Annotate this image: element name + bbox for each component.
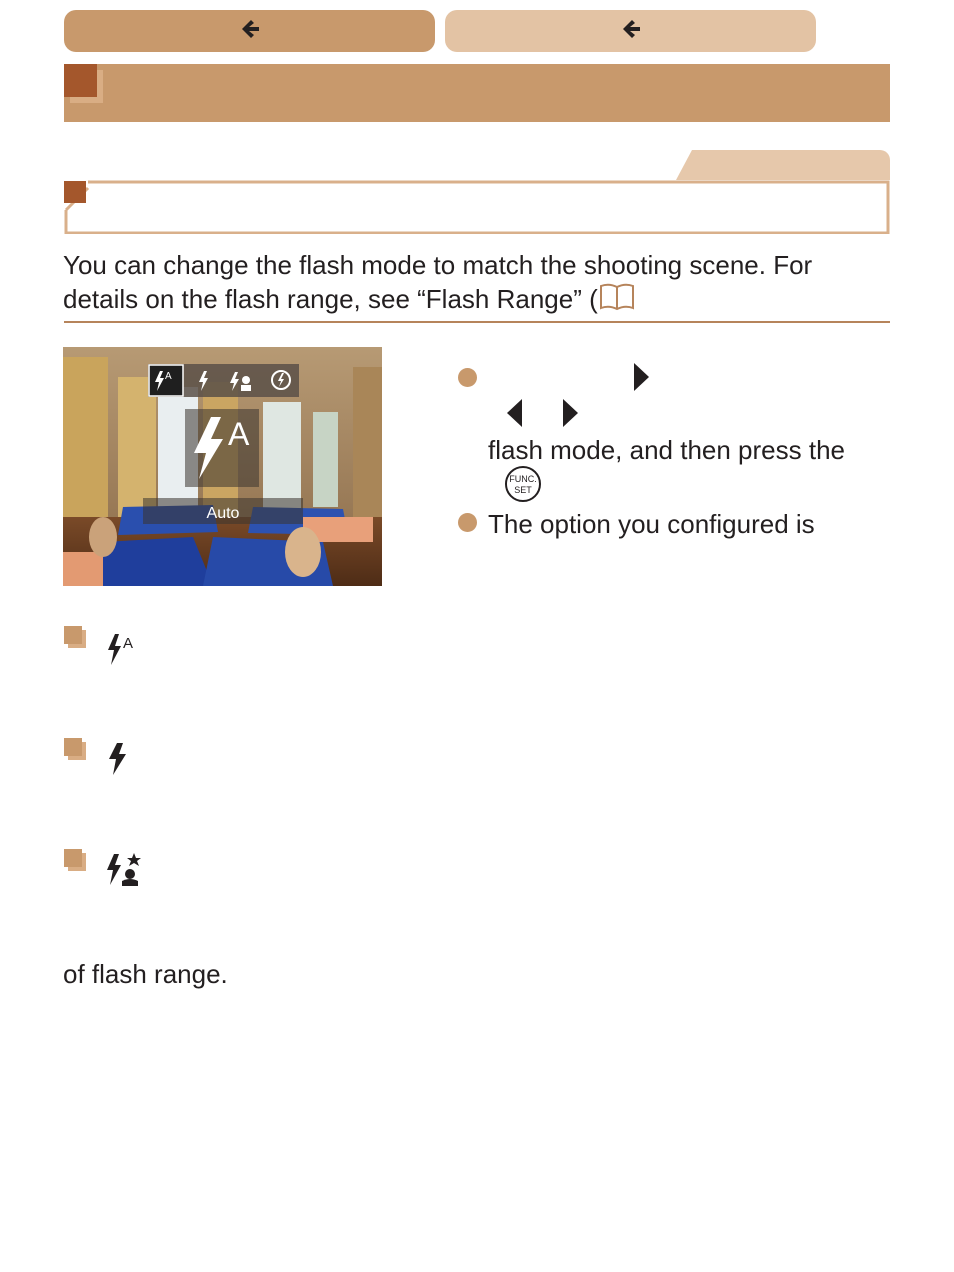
nav-back-button[interactable] (445, 10, 816, 52)
flash-on-icon (106, 742, 134, 781)
nav-previous-page-button[interactable] (64, 10, 435, 52)
svg-text:SET: SET (514, 485, 532, 495)
section-marker (64, 181, 86, 203)
step-1-text: flash mode, and then press the (488, 435, 846, 465)
section-heading-frame (64, 180, 890, 234)
intro-divider (64, 321, 890, 323)
left-arrow-button-icon (506, 398, 524, 433)
right-arrow-button-icon (561, 398, 579, 433)
slow-synchro-icon (104, 852, 144, 893)
chapter-header-bar (64, 64, 890, 122)
step-bullet (458, 368, 477, 387)
shooting-mode-tab (676, 150, 890, 180)
book-icon[interactable] (598, 282, 636, 320)
intro-paragraph (63, 248, 893, 320)
intro-text: You can change the flash mode to match the shooting scene. For details on the flash range, see “Flash Range” ( (63, 250, 813, 314)
arrow-left-icon (619, 17, 643, 46)
arrow-left-icon (238, 17, 262, 46)
trailing-text: of flash range. (63, 959, 228, 989)
chapter-marker (64, 64, 97, 97)
svg-text:A: A (123, 635, 134, 652)
right-arrow-button-icon (632, 362, 650, 397)
step-2-text: The option you configured is (488, 509, 815, 539)
selected-mode-label: Auto (206, 505, 240, 522)
option-marker (64, 849, 82, 867)
option-marker (64, 738, 82, 756)
svg-text:A: A (165, 371, 172, 382)
svg-text:FUNC.: FUNC. (509, 474, 537, 484)
func-set-button-icon (503, 465, 543, 508)
option-marker (64, 626, 82, 644)
step-bullet (458, 513, 477, 532)
flash-auto-icon (106, 632, 142, 673)
svg-text:A: A (228, 416, 250, 452)
camera-screen-image (63, 347, 382, 586)
